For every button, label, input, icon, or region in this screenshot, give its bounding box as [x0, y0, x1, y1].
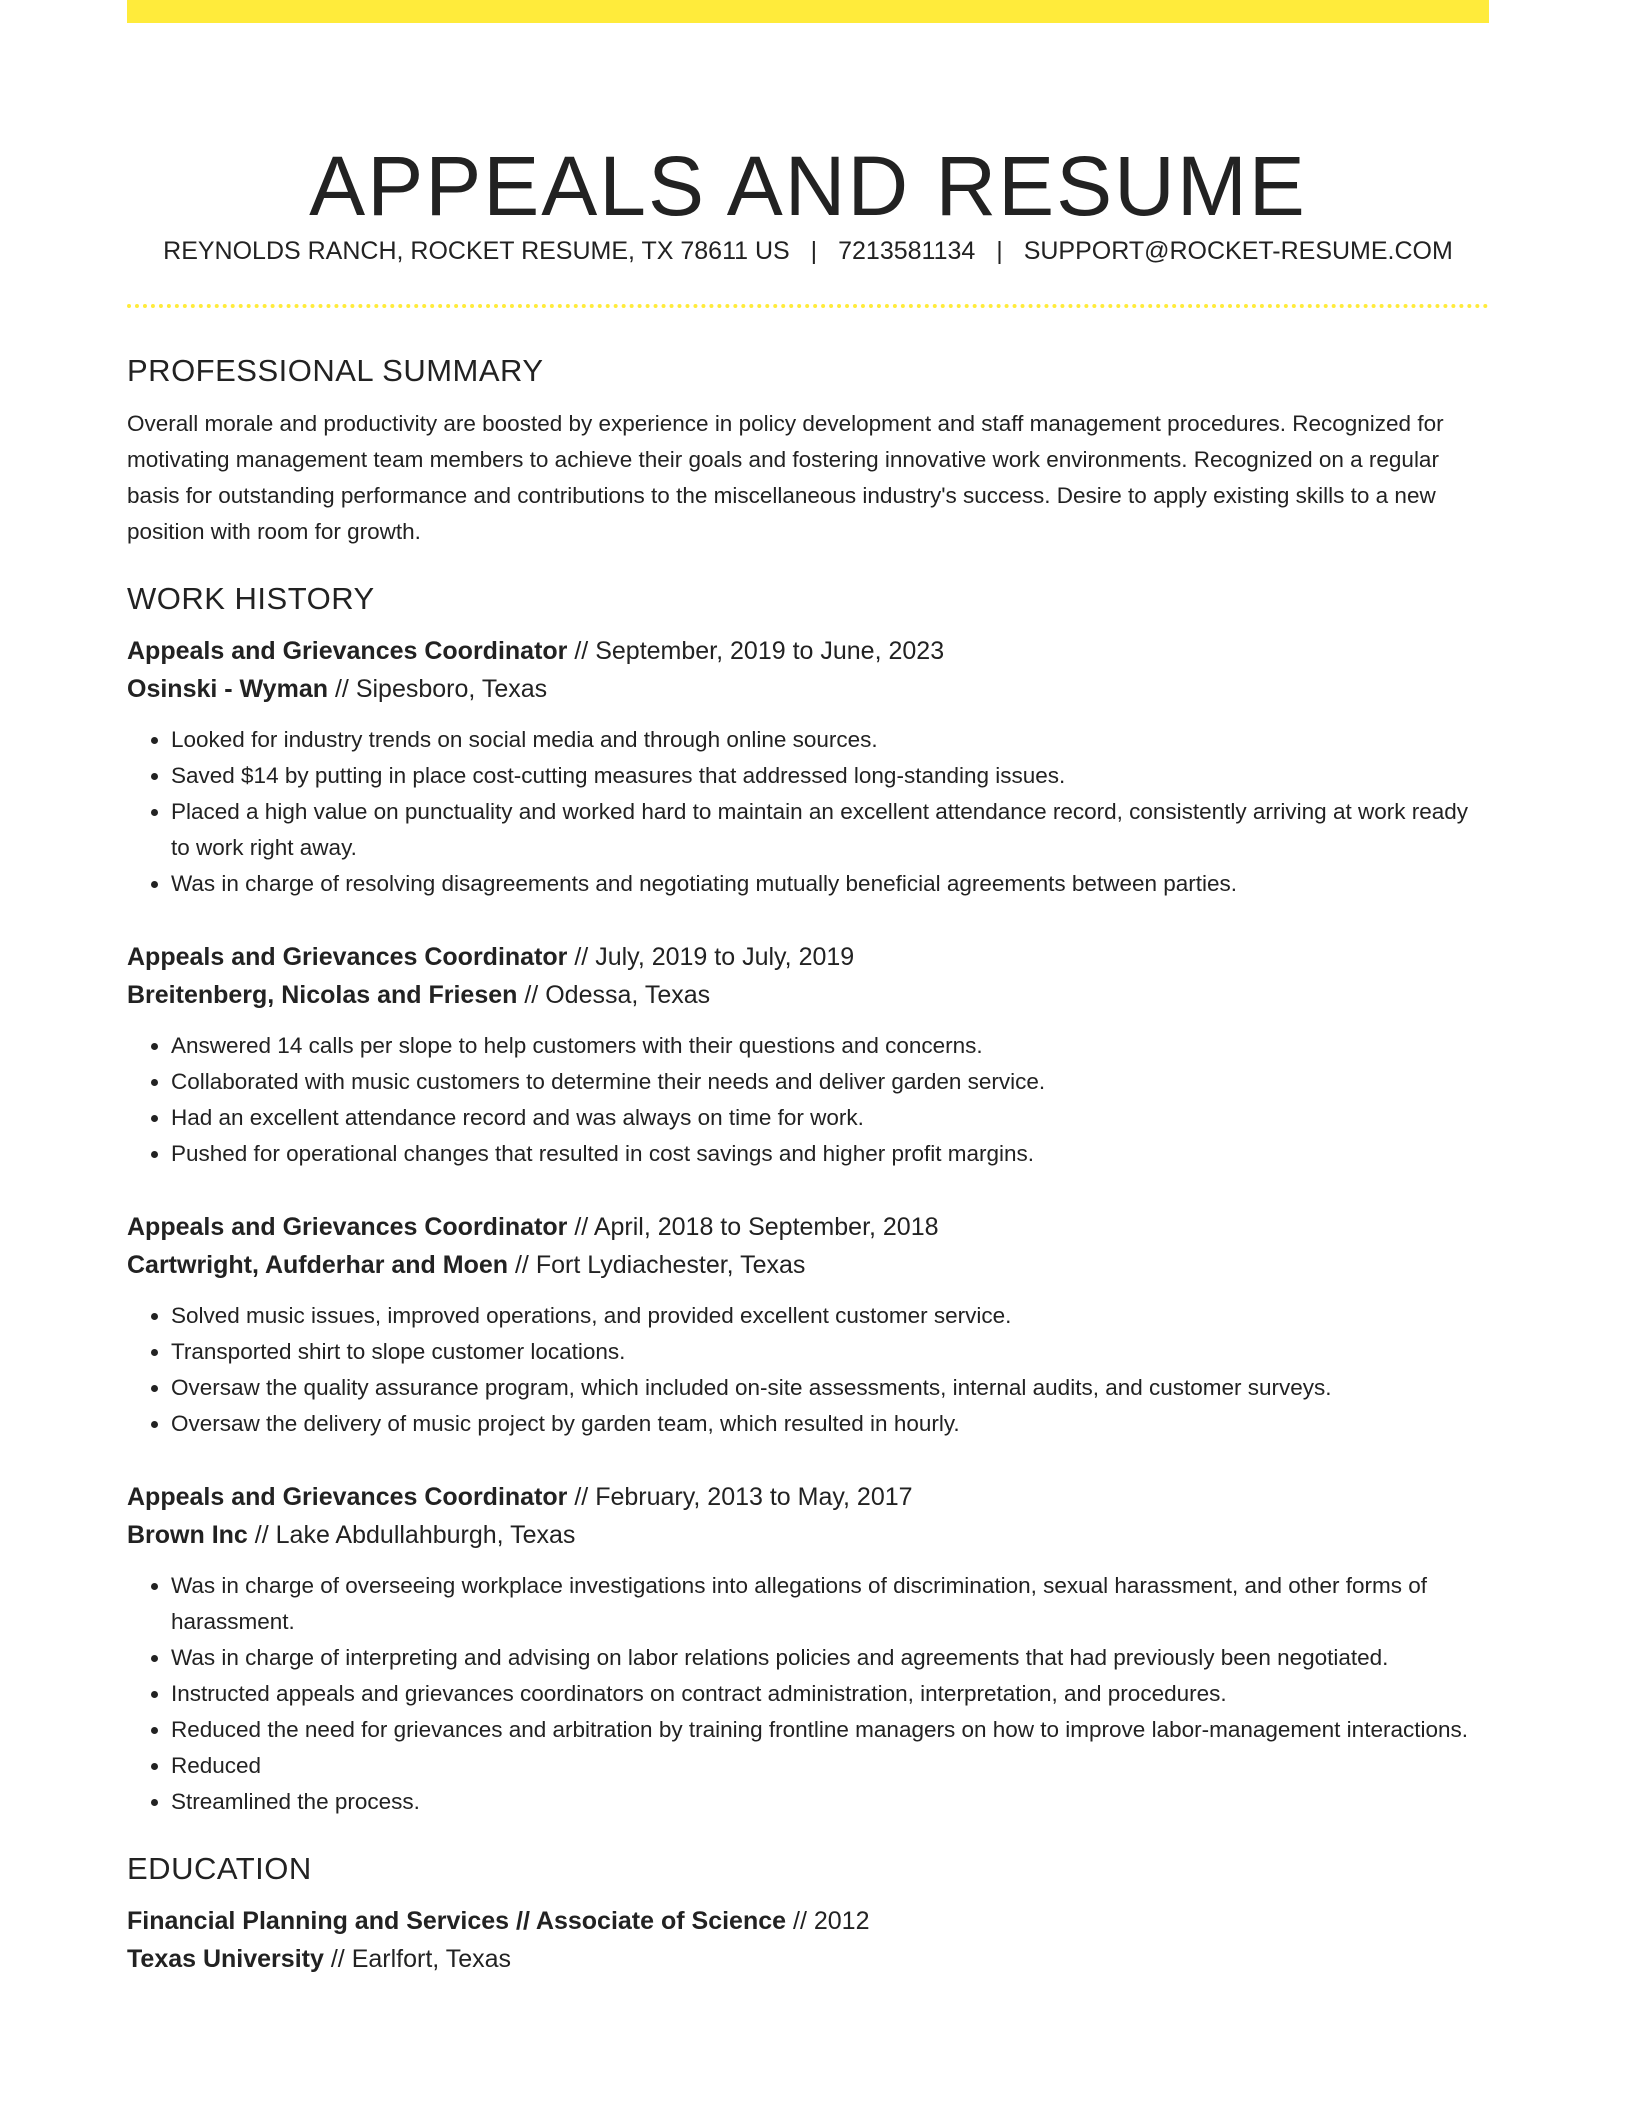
company-name: Brown Inc — [127, 1521, 248, 1549]
company-location: Odessa, Texas — [545, 981, 711, 1009]
company-name: Osinski - Wyman — [127, 675, 328, 703]
school-name: Texas University — [127, 1945, 324, 1973]
divider: // — [574, 1483, 589, 1511]
divider: // — [524, 981, 539, 1009]
job-bullet: • Answered 14 calls per slope to help customers with their questions and concerns. — [171, 1028, 1489, 1064]
company-location: Sipesboro, Texas — [355, 675, 548, 703]
summary-heading: PROFESSIONAL SUMMARY — [127, 353, 544, 388]
job-title: Appeals and Grievances Coordinator — [127, 943, 568, 971]
job-bullet: • Was in charge of overseeing workplace investigations into allegations of discrimination, sexual harassment, and other forms of harassment. — [171, 1568, 1489, 1640]
divider: // — [330, 1945, 345, 1973]
job-bullet: • Collaborated with music customers to determine their needs and deliver garden service. — [171, 1064, 1489, 1100]
company-line — [127, 1516, 1489, 1554]
job-entry — [127, 632, 1489, 902]
school-line — [127, 1940, 1489, 1978]
contact-separator: | — [810, 237, 818, 265]
company-name: Breitenberg, Nicolas and Friesen — [127, 981, 518, 1009]
job-dates: September, 2019 to June, 2023 — [595, 637, 945, 665]
job-bullets — [127, 722, 1489, 902]
job-title: Appeals and Grievances Coordinator — [127, 1483, 568, 1511]
work-history-section — [127, 578, 1489, 1820]
divider: // — [254, 1521, 269, 1549]
job-bullet: • Transported shirt to slope customer locations. — [171, 1334, 1489, 1370]
divider: // — [514, 1251, 529, 1279]
job-title: Appeals and Grievances Coordinator — [127, 637, 568, 665]
job-bullet: • Saved $14 by putting in place cost-cutting measures that addressed long-standing issues. — [171, 758, 1489, 794]
job-dates: February, 2013 to May, 2017 — [595, 1483, 913, 1511]
contact-address: REYNOLDS RANCH, ROCKET RESUME, TX 78611 US — [163, 237, 790, 265]
job-dates: July, 2019 to July, 2019 — [595, 943, 855, 971]
resume-title: APPEALS AND RESUME — [309, 139, 1307, 234]
company-line — [127, 670, 1489, 708]
company-line — [127, 976, 1489, 1014]
contact-email: SUPPORT@ROCKET-RESUME.COM — [1023, 237, 1453, 265]
divider: // — [793, 1907, 807, 1935]
job-bullet: • Solved music issues, improved operations, and provided excellent customer service. — [171, 1298, 1489, 1334]
contact-phone: 7213581134 — [838, 237, 976, 265]
education-section — [127, 1848, 1489, 1978]
school-location: Earlfort, Texas — [351, 1945, 512, 1973]
job-title-line — [127, 1208, 1489, 1246]
graduation-year: 2012 — [813, 1907, 870, 1935]
job-bullet: • Had an excellent attendance record and was always on time for work. — [171, 1100, 1489, 1136]
education-heading: EDUCATION — [127, 1851, 312, 1886]
job-bullet: • Looked for industry trends on social media and through online sources. — [171, 722, 1489, 758]
job-entry — [127, 938, 1489, 1172]
summary-section — [127, 350, 1489, 550]
job-bullets — [127, 1298, 1489, 1442]
degree-line — [127, 1902, 1489, 1940]
divider: // — [574, 637, 589, 665]
job-bullet: • Reduced — [171, 1748, 1489, 1784]
summary-text: Overall morale and productivity are boosted by experience in policy development and staff management procedures. Recognized for motivating management team members to achieve their goals and fostering innovative work environments. Recognized on a regular basis for outstanding performance and contributions to the miscellaneous industry's success. Desire to apply existing skills to a new position with room for growth. — [127, 411, 1444, 544]
divider: // — [574, 943, 589, 971]
job-bullet: • Instructed appeals and grievances coordinators on contract administration, interpretation, and procedures. — [171, 1676, 1489, 1712]
divider: // — [574, 1213, 589, 1241]
job-title: Appeals and Grievances Coordinator — [127, 1213, 568, 1241]
education-entry — [127, 1902, 1489, 1978]
job-bullet: • Streamlined the process. — [171, 1784, 1489, 1820]
accent-top-bar — [127, 0, 1489, 23]
job-title-line — [127, 632, 1489, 670]
job-bullet: • Was in charge of resolving disagreements and negotiating mutually beneficial agreements between parties. — [171, 866, 1489, 902]
company-location: Lake Abdullahburgh, Texas — [275, 1521, 576, 1549]
contact-line — [127, 236, 1489, 266]
job-bullets — [127, 1568, 1489, 1820]
company-line — [127, 1246, 1489, 1284]
job-bullet: • Oversaw the delivery of music project by garden team, which resulted in hourly. — [171, 1406, 1489, 1442]
job-title-line — [127, 1478, 1489, 1516]
job-bullet: • Oversaw the quality assurance program, which included on-site assessments, internal audits, and customer surveys. — [171, 1370, 1489, 1406]
job-bullet: • Reduced the need for grievances and arbitration by training frontline managers on how to improve labor-management interactions. — [171, 1712, 1489, 1748]
job-bullet: • Was in charge of interpreting and advising on labor relations policies and agreements that had previously been negotiated. — [171, 1640, 1489, 1676]
job-dates: April, 2018 to September, 2018 — [593, 1213, 939, 1241]
work-history-heading: WORK HISTORY — [127, 581, 375, 616]
resume-content — [127, 350, 1489, 1978]
company-location: Fort Lydiachester, Texas — [535, 1251, 806, 1279]
degree-name: Financial Planning and Services // Associate of Science — [127, 1907, 787, 1935]
contact-separator: | — [996, 237, 1003, 265]
job-bullets — [127, 1028, 1489, 1172]
job-bullet: • Pushed for operational changes that resulted in cost savings and higher profit margins. — [171, 1136, 1489, 1172]
divider: // — [334, 675, 349, 703]
job-bullet: • Placed a high value on punctuality and worked hard to maintain an excellent attendance record, consistently arriving at work ready to work right away. — [171, 794, 1489, 866]
job-entry — [127, 1478, 1489, 1820]
company-name: Cartwright, Aufderhar and Moen — [127, 1251, 509, 1279]
dotted-divider — [127, 304, 1489, 308]
job-title-line — [127, 938, 1489, 976]
job-entry — [127, 1208, 1489, 1442]
